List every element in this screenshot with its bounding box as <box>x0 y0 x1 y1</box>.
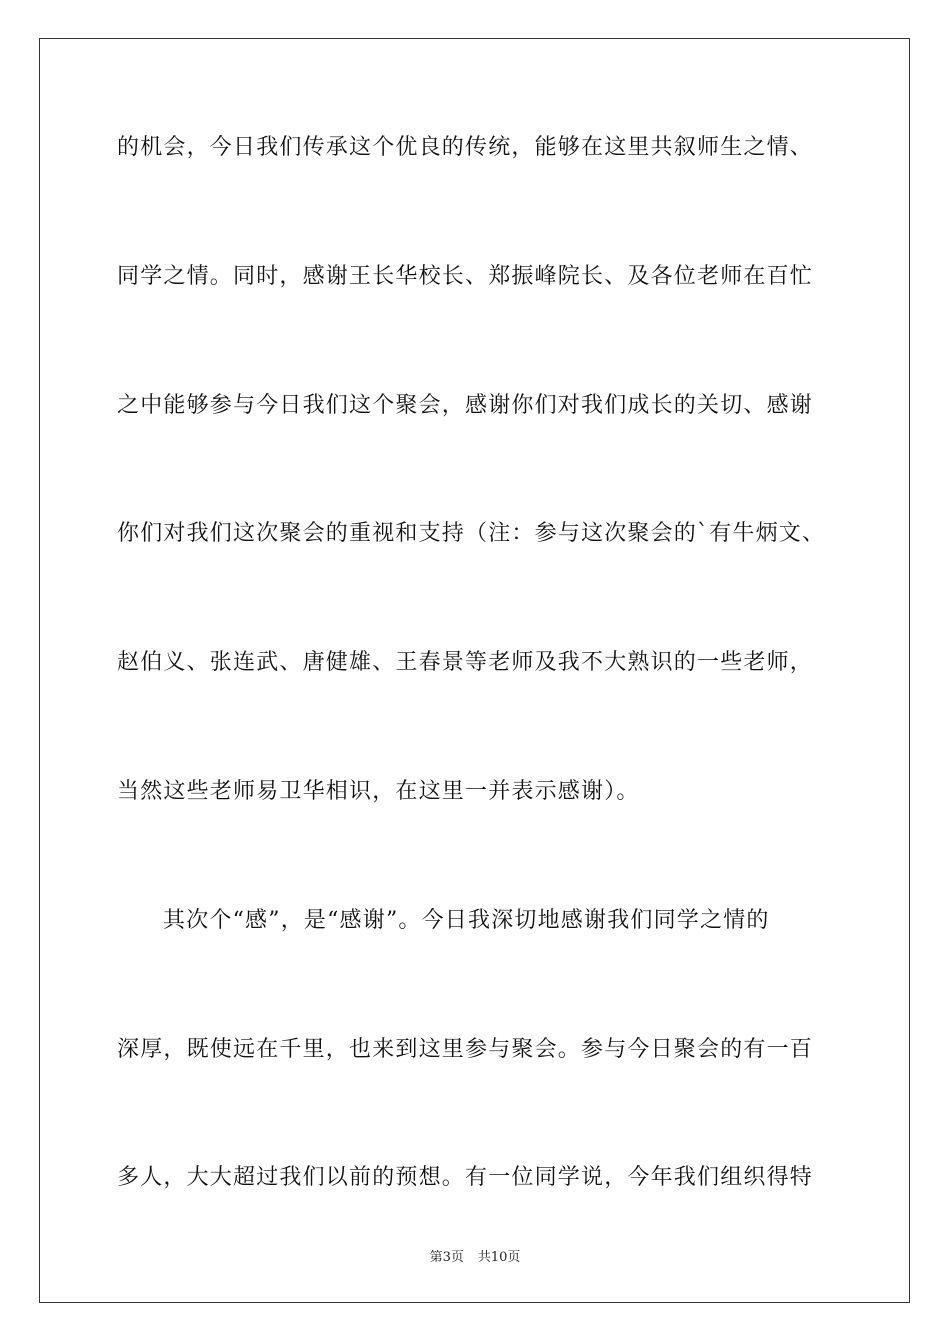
text-line: 同学之情。同时，感谢王长华校长、郑振峰院长、及各位老师在百忙 <box>117 263 814 289</box>
page-total: 共10页 <box>477 1250 521 1265</box>
text-line: 深厚，既使远在千里，也来到这里参与聚会。参与今日聚会的有一百 <box>117 1036 814 1062</box>
text-line: 之中能够参与今日我们这个聚会，感谢你们对我们成长的关切、感谢 <box>117 392 814 418</box>
page-number: 第3页 <box>429 1250 464 1265</box>
text-line: 多人，大大超过我们以前的预想。有一位同学说，今年我们组织得特 <box>117 1165 814 1191</box>
text-line: 赵伯义、张连武、唐健雄、王春景等老师及我不大熟识的一些老师， <box>117 650 814 676</box>
document-body <box>117 118 867 1277</box>
text-line: 的机会，今日我们传承这个优良的传统，能够在这里共叙师生之情、 <box>117 135 814 160</box>
page-footer <box>0 1246 950 1265</box>
paragraph-start-line: 其次个“感”，是“感谢”。今日我深切地感谢我们同学之情的 <box>163 907 770 933</box>
text-line: 当然这些老师易卫华相识，在这里一并表示感谢）。 <box>117 778 640 804</box>
text-line: 你们对我们这次聚会的重视和支持（注：参与这次聚会的`有牛炳文、 <box>117 521 826 547</box>
